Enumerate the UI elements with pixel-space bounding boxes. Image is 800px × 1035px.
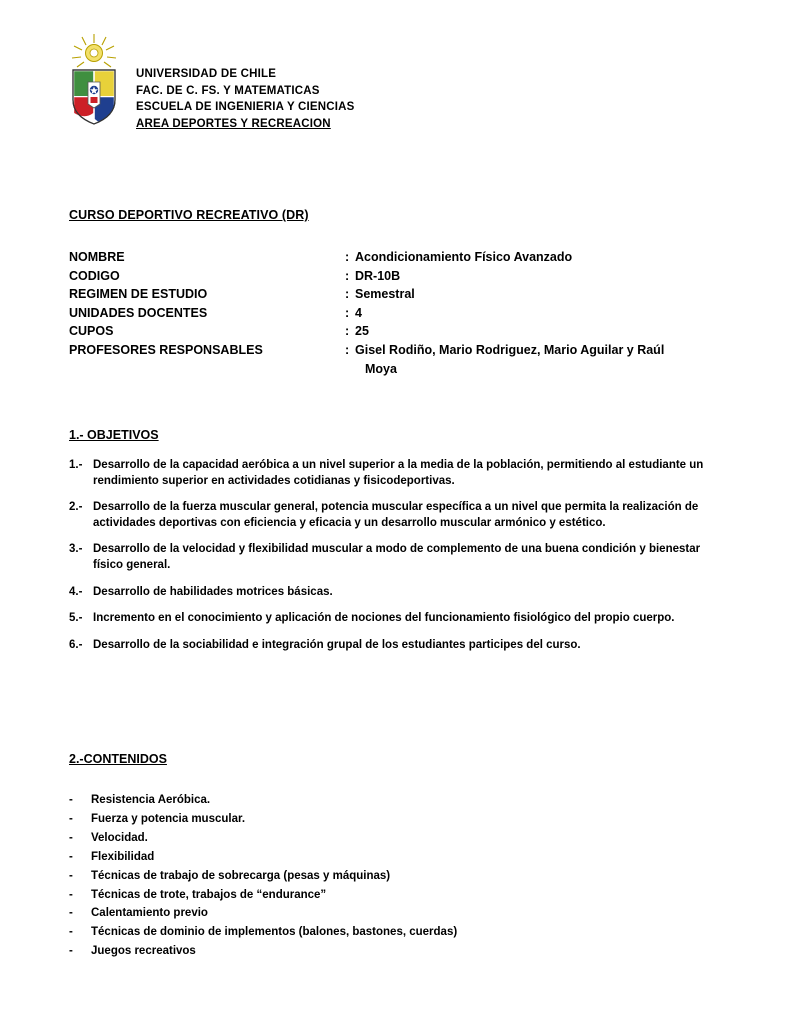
objetivo-text: Desarrollo de habilidades motrices básicas.: [93, 585, 333, 598]
info-colon: :: [345, 324, 350, 339]
table-row: [69, 304, 759, 323]
letterhead: [68, 34, 355, 132]
list-item: [69, 638, 719, 654]
page-title: CURSO DEPORTIVO RECREATIVO (DR): [69, 208, 309, 222]
list-item: [69, 611, 719, 627]
list-item: [69, 810, 719, 829]
info-colon: :: [345, 305, 350, 320]
objetivo-text: Desarrollo de la velocidad y flexibilidad muscular a modo de complemento de una buena condición y bienestar físico general.: [93, 543, 701, 571]
table-row: [69, 285, 759, 304]
objetivo-number: 6.-: [69, 638, 83, 651]
table-row: [69, 248, 759, 267]
info-label-profesores: PROFESORES RESPONSABLES: [69, 342, 263, 357]
info-value-nombre: Acondicionamiento Físico Avanzado: [355, 250, 573, 264]
section-heading-contenidos: 2.-CONTENIDOS: [69, 752, 167, 766]
info-colon: :: [345, 250, 350, 264]
table-row: [69, 322, 759, 341]
contenido-text: Flexibilidad: [91, 850, 155, 863]
list-item: [69, 458, 719, 489]
contenido-text: Resistencia Aeróbica.: [91, 794, 211, 806]
contenido-text: Técnicas de trote, trabajos de “endurance”: [91, 888, 327, 901]
course-info-table: [69, 248, 759, 378]
info-value-profesores-line1: Gisel Rodiño, Mario Rodriguez, Mario Aguilar y Raúl: [355, 342, 665, 357]
contenido-text: Fuerza y potencia muscular.: [91, 812, 246, 825]
org-line-3: ESCUELA DE INGENIERIA Y CIENCIAS: [136, 101, 355, 113]
info-colon: :: [345, 268, 350, 283]
info-value-profesores: [355, 341, 755, 378]
info-label-cupos: CUPOS: [69, 324, 114, 339]
org-line-2: FAC. DE C. FS. Y MATEMATICAS: [136, 84, 320, 97]
objetivos-list: [69, 458, 719, 664]
list-item: [69, 848, 719, 867]
info-value-unidades: 4: [355, 305, 362, 320]
info-colon: :: [345, 287, 350, 302]
list-item: [69, 904, 719, 923]
contenido-text: Técnicas de dominio de implementos (balones, bastones, cuerdas): [91, 926, 458, 939]
objetivo-number: 3.-: [69, 543, 83, 556]
contenidos-list: [69, 791, 719, 961]
section-heading-objetivos: 1.- OBJETIVOS: [69, 428, 159, 442]
list-item: [69, 867, 719, 886]
objetivo-number: 1.-: [69, 459, 83, 471]
bullet-dash: -: [69, 850, 73, 863]
info-label-unidades: UNIDADES DOCENTES: [69, 305, 208, 320]
objetivo-text: Incremento en el conocimiento y aplicación de nociones del funcionamiento fisiológico del propio cuerpo.: [93, 612, 675, 625]
contenido-text: Técnicas de trabajo de sobrecarga (pesas y máquinas): [91, 869, 391, 882]
list-item: [69, 500, 719, 531]
objetivo-text: Desarrollo de la capacidad aeróbica a un nivel superior a la media de la población, permitiendo al estudiante un rendimiento superior en actividades cotidianas y fisicodeportivas.: [93, 459, 704, 487]
objetivo-number: 5.-: [69, 612, 83, 625]
list-item: [69, 942, 719, 961]
bullet-dash: -: [69, 794, 73, 806]
contenido-text: Juegos recreativos: [91, 945, 196, 958]
list-item: [69, 886, 719, 905]
bullet-dash: -: [69, 888, 73, 901]
contenido-text: Velocidad.: [91, 831, 148, 844]
bullet-dash: -: [69, 831, 73, 844]
info-value-cupos: 25: [355, 324, 369, 339]
info-colon: :: [345, 342, 350, 357]
org-line-4: AREA DEPORTES Y RECREACION: [136, 117, 331, 130]
objetivo-number: 4.-: [69, 585, 83, 598]
table-row: [69, 341, 759, 378]
objetivo-text: Desarrollo de la fuerza muscular general, potencia muscular específica a un nivel que permita la realización de actividades deportivas con eficiencia y eficacia y un desarrollo muscular armónico y estético.: [93, 501, 699, 529]
list-item: [69, 791, 719, 810]
list-item: [69, 829, 719, 848]
org-line-1: UNIVERSIDAD DE CHILE: [136, 68, 277, 80]
info-label-codigo: CODIGO: [69, 268, 120, 283]
info-label-regimen: REGIMEN DE ESTUDIO: [69, 287, 208, 302]
list-item: [69, 585, 719, 601]
bullet-dash: -: [69, 926, 73, 939]
organization-lines: [136, 34, 355, 132]
bullet-dash: -: [69, 945, 73, 958]
objetivo-text: Desarrollo de la sociabilidad e integración grupal de los estudiantes participes del curso.: [93, 638, 581, 651]
list-item: [69, 923, 719, 942]
bullet-dash: -: [69, 869, 73, 882]
university-of-chile-crest-icon: [68, 34, 120, 126]
objetivo-number: 2.-: [69, 501, 83, 514]
bullet-dash: -: [69, 907, 73, 920]
table-row: [69, 267, 759, 286]
contenido-text: Calentamiento previo: [91, 907, 208, 920]
list-item: [69, 542, 719, 573]
info-value-profesores-line2: Moya: [365, 361, 397, 376]
bullet-dash: -: [69, 812, 73, 825]
info-label-nombre: NOMBRE: [69, 250, 125, 264]
info-value-codigo: DR-10B: [355, 268, 401, 283]
info-value-regimen: Semestral: [355, 287, 415, 302]
